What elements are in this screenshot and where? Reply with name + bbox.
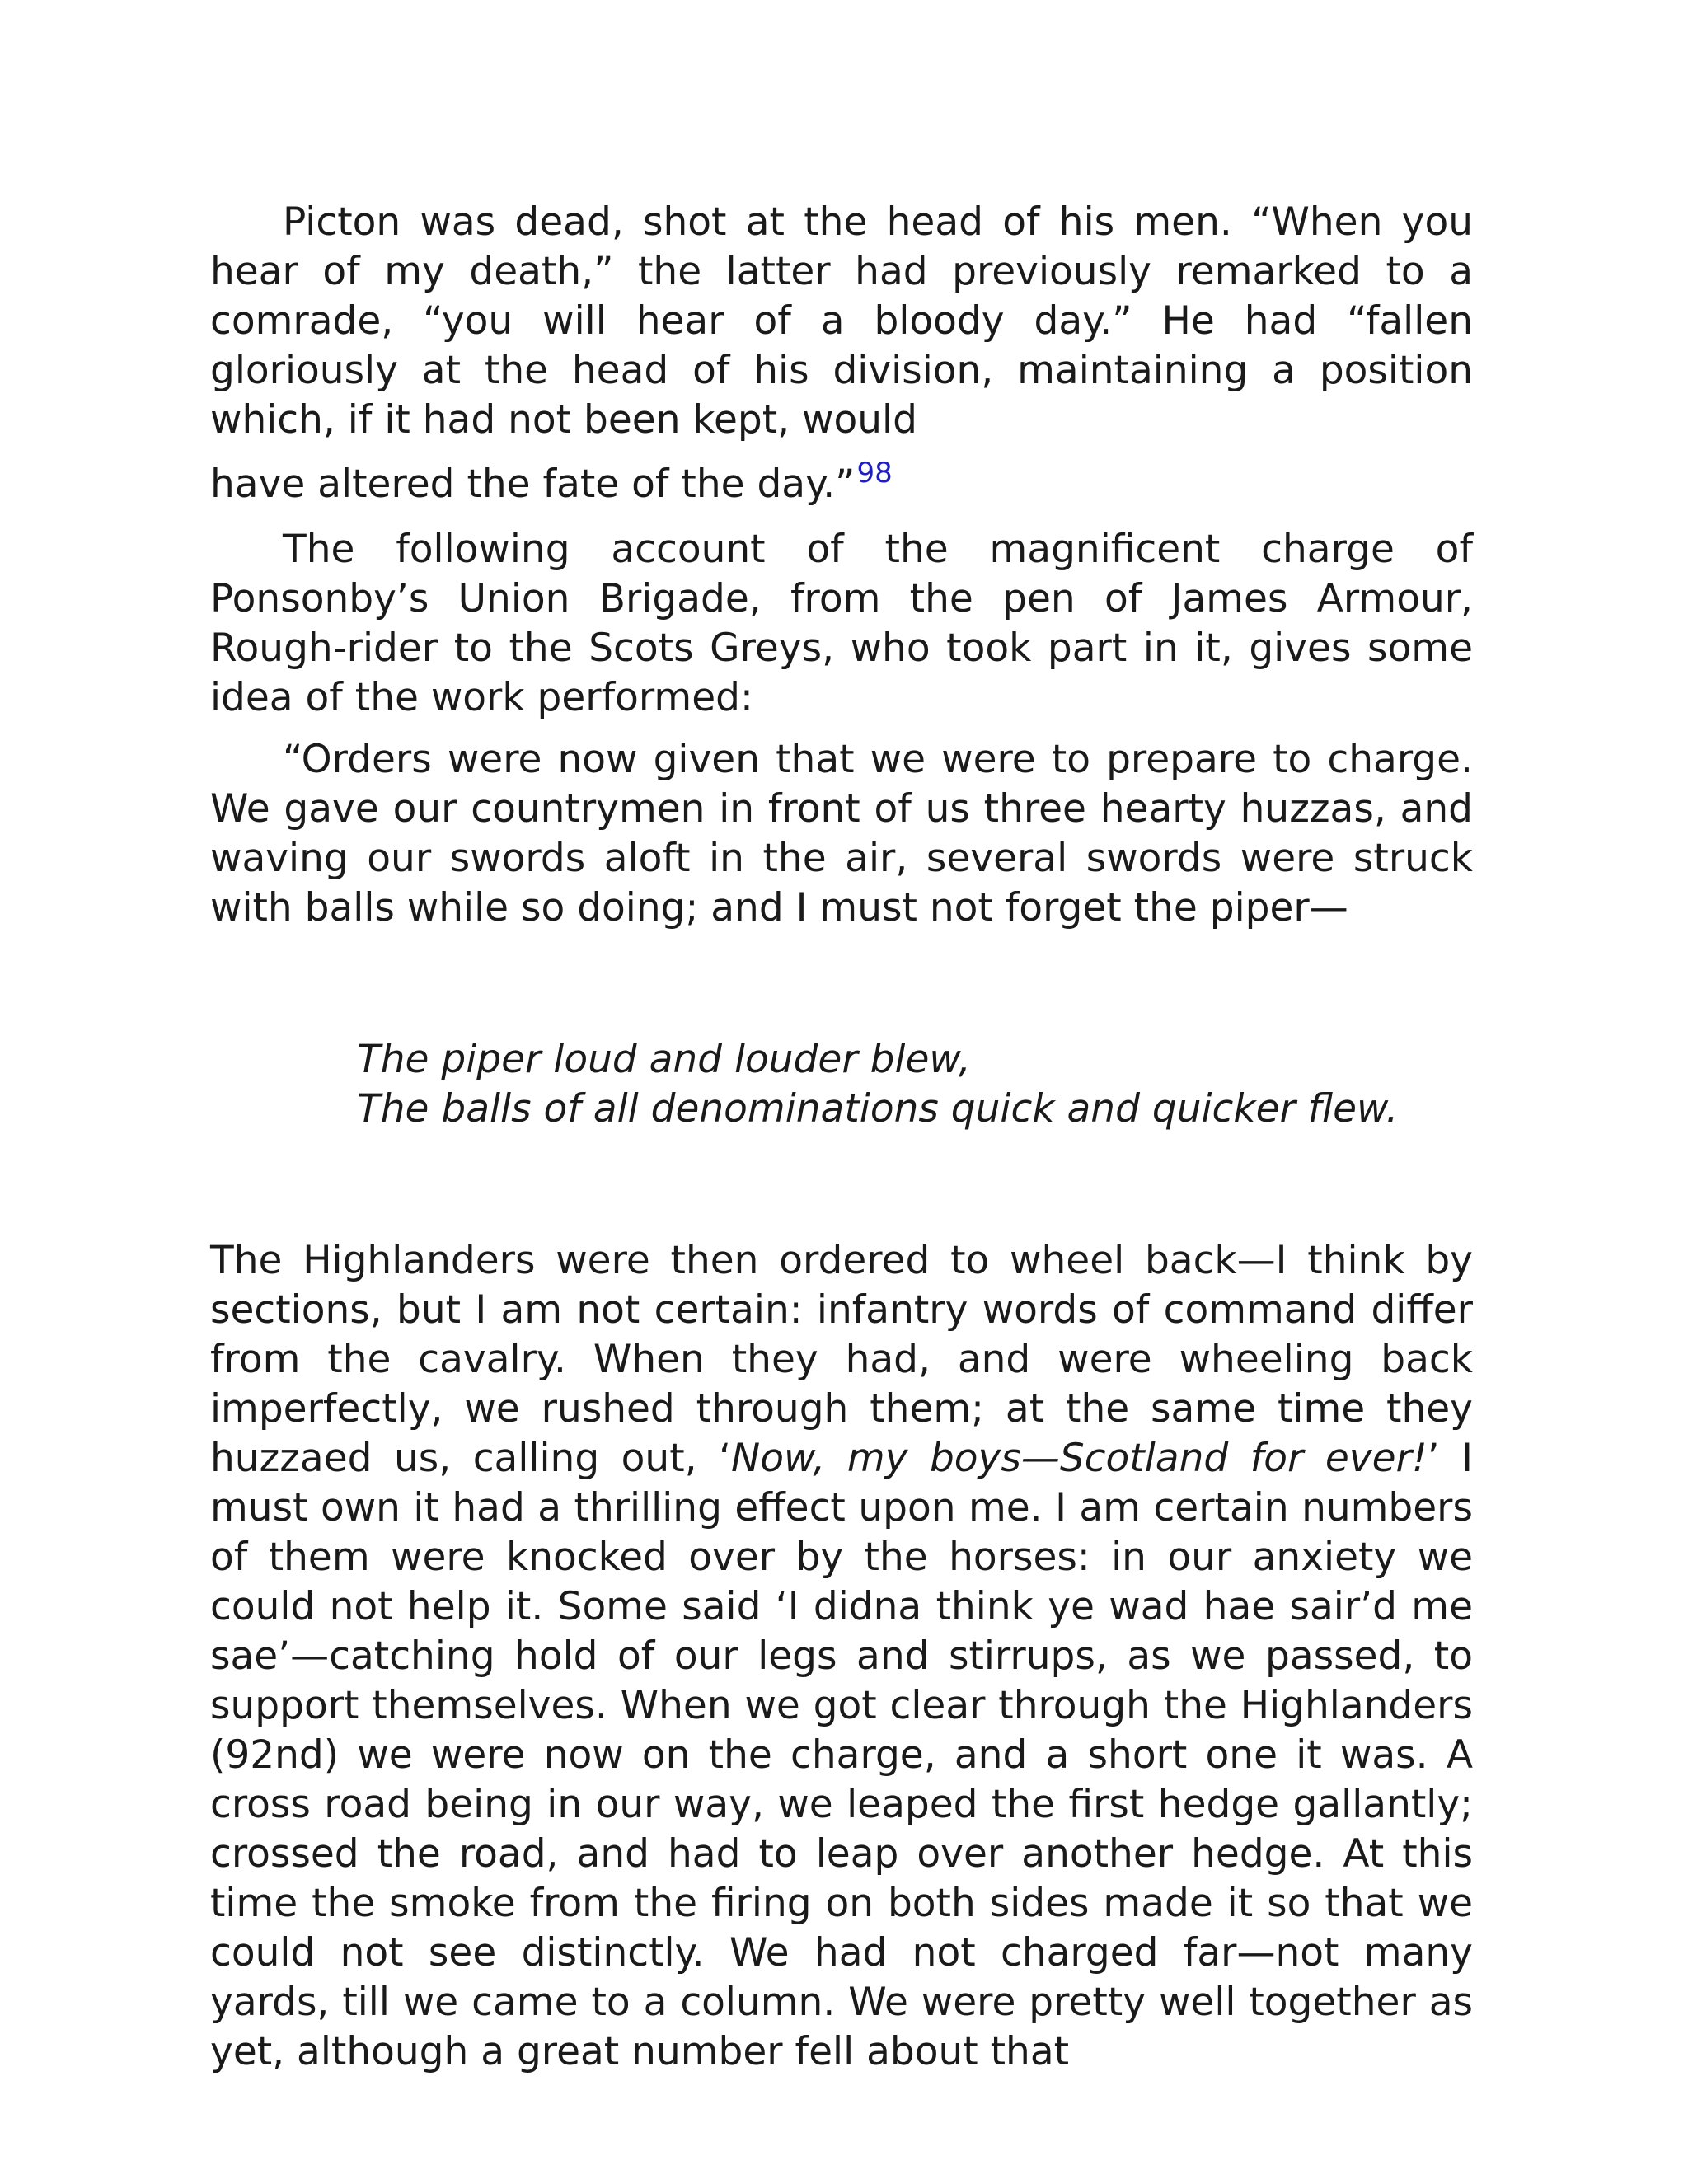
paragraph-picton-last-line [210,457,1473,513]
quote-scotland-for-ever: Now, my boys—Scotland for ever! [731,1436,1428,1481]
paragraph-highlanders [210,1236,1473,2077]
paragraph-picton: Picton was dead, shot at the head of his men. “When you hear of my death,” the latter had previously remarked to a comrade, “you will hear of a bloody day.” He had “fallen gloriously at the head of his division, maintaining a position which, if it had not been kept, would [210,199,1473,443]
paragraph-picton-end: have altered the fate of the day.” [210,462,856,507]
paragraph-orders: “Orders were now given that we were to prepare to charge. We gave our countrymen in front of us three hearty huzzas, and waving our swords aloft in the air, several swords were struck with balls while so doing; and I must not forget the piper— [210,737,1473,930]
verse-block [357,1035,1473,1134]
verse-line: The balls of all denominations quick and quicker flew. [357,1086,1399,1132]
paragraph-highlanders-start: The Highlanders were then ordered to wheel back—I think by sections, but I am not certain: infantry words of command differ from the cavalry. When they had, and were wheeling back imperfectly, we rushed through them; at the same time they huzzaed us, calling out, ‘ [210,1238,1473,1481]
page-body [210,198,1473,2077]
paragraph-ponsonby: The following account of the magnificent charge of Ponsonby’s Union Brigade, from the pen of James Armour, Rough-rider to the Scots Greys, who took part in it, gives some idea of the work performed: [210,527,1473,720]
paragraph-highlanders-end: ’ I must own it had a thrilling effect upon me. I am certain numbers of them were knocked over by the horses: in our anxiety we could not help it. Some said ‘I didna think ye wad hae sair’d me sae’—catching hold of our legs and stirrups, as we passed, to support themselves. When we got clear through the Highlanders (92nd) we were now on the charge, and a short one it was. A cross road being in our way, we leaped the first hedge gallantly; crossed the road, and had to leap over another hedge. At this time the smoke from the firing on both sides made it so that we could not see distinctly. We had not charged far—not many yards, till we came to a column. We were pretty well together as yet, although a great number fell about that [210,1436,1473,2074]
footnote-link-98[interactable]: 98 [856,457,893,490]
verse-line: The piper loud and louder blew, [357,1037,971,1082]
